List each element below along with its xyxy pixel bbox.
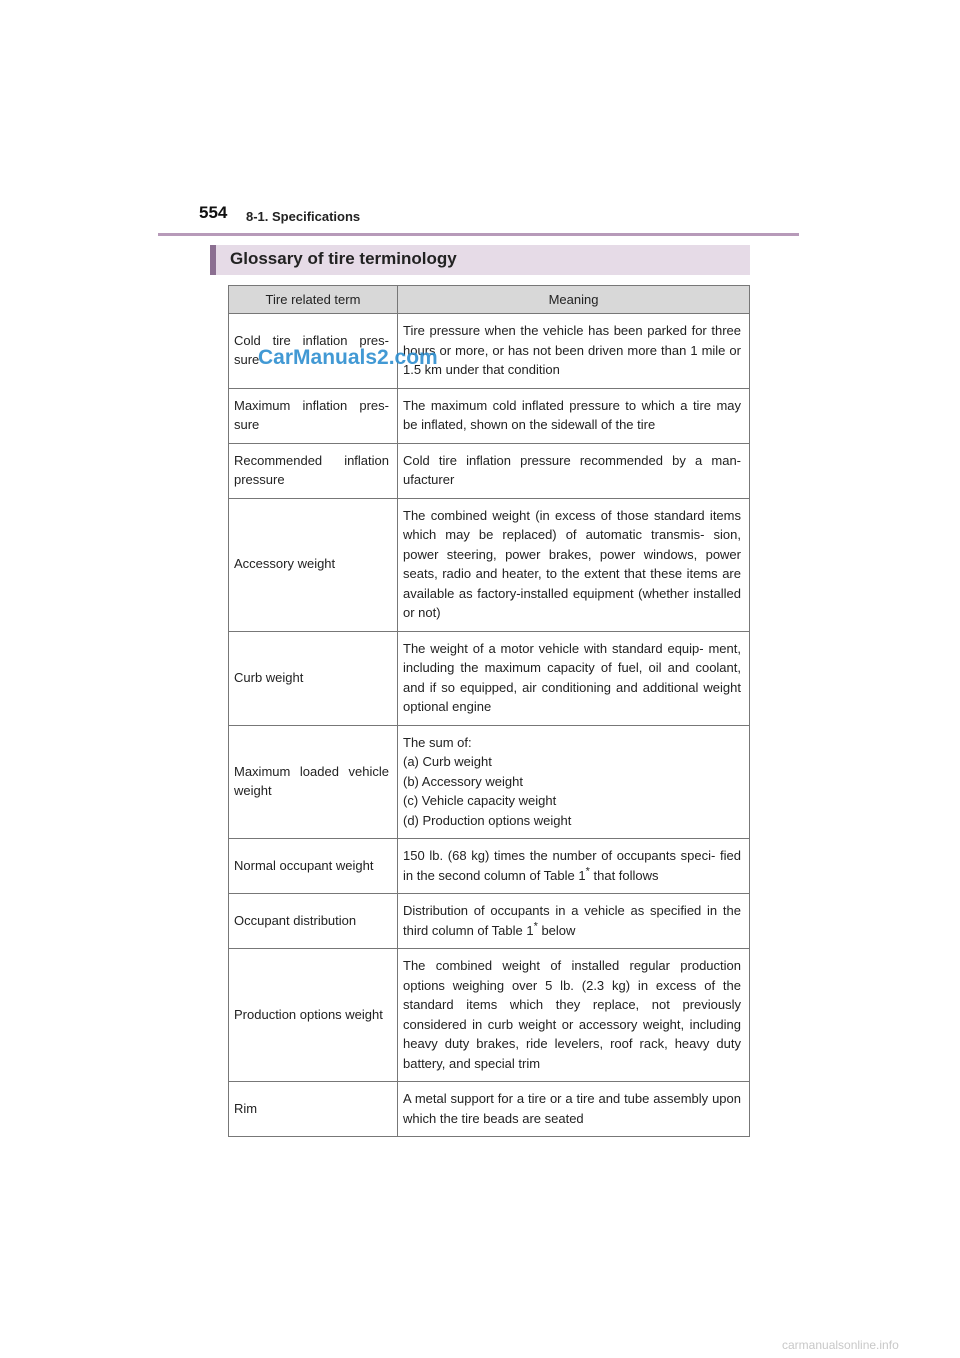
meaning-cell: [398, 839, 750, 894]
term-cell: Recommended inflation pressure: [229, 443, 398, 498]
footnote-asterisk: *: [533, 920, 538, 933]
watermark-text: CarManuals2.com: [258, 346, 438, 369]
meaning-cell: The weight of a motor vehicle with standard equip- ment, including the maximum capacity of fuel, oil and coolant, and if so equipped, air conditioning and additional weight optional engine: [398, 631, 750, 725]
table-row: [229, 725, 750, 839]
table-row: [229, 443, 750, 498]
meaning-line: (b) Accessory weight: [403, 773, 523, 789]
meaning-cell: [398, 894, 750, 949]
meaning-cell: The maximum cold inflated pressure to which a tire may be inflated, shown on the sidewall of the tire: [398, 388, 750, 443]
meaning-line: (c) Vehicle capacity weight: [403, 793, 557, 808]
meaning-text: Distribution of occupants in a vehicle as specified in the third column of Table 1: [403, 903, 741, 938]
term-cell: Maximum inflation pres- sure: [229, 388, 398, 443]
meaning-text: below: [537, 922, 576, 938]
meaning-cell: Cold tire inflation pressure recommended by a man- ufacturer: [398, 443, 750, 498]
table-row: [229, 949, 750, 1082]
footnote-asterisk: *: [585, 865, 590, 878]
column-header-meaning: Meaning: [398, 286, 750, 314]
term-cell: Occupant distribution: [229, 894, 398, 949]
meaning-line: The sum of:: [403, 734, 472, 750]
term-cell: Production options weight: [229, 949, 398, 1082]
meaning-cell: The combined weight (in excess of those standard items which may be replaced) of automatic transmis- sion, power steering, power brakes, power windows, power seats, radio and heater, to the extent that these items are available as factory-installed equipment (whether installed or not): [398, 498, 750, 631]
meaning-cell: The combined weight of installed regular production options weighing over 5 lb. (2.3 kg) in excess of the standard items which they replace, not previously considered in curb weight or accessory weight, including heavy duty brakes, ride levelers, roof rack, heavy duty battery, and special trim: [398, 949, 750, 1082]
table-row: [229, 839, 750, 894]
term-cell: Cold tire inflation pres- sure: [229, 314, 398, 389]
chapter-title: 8-1. Specifications: [246, 209, 361, 224]
column-header-term: Tire related term: [229, 286, 398, 314]
table-row: [229, 498, 750, 631]
term-cell: Normal occupant weight: [229, 839, 398, 894]
meaning-line: (a) Curb weight: [403, 754, 492, 769]
glossary-table: [228, 285, 750, 1137]
term-cell: Curb weight: [229, 631, 398, 725]
page-number: 554: [199, 203, 228, 222]
meaning-text: that follows: [589, 867, 659, 883]
meaning-cell: Tire pressure when the vehicle has been parked for three hours or more, or has not been driven more than 1 mile or 1.5 km under that condition: [398, 314, 750, 389]
meaning-line: (d) Production options weight: [403, 812, 572, 828]
term-cell: Rim: [229, 1082, 398, 1137]
table-row: [229, 631, 750, 725]
term-cell: Maximum loaded vehicle weight: [229, 725, 398, 839]
term-cell: Accessory weight: [229, 498, 398, 631]
table-row: [229, 388, 750, 443]
section-title: Glossary of tire terminology: [230, 249, 457, 268]
table-row: [229, 1082, 750, 1137]
table-header-row: [229, 286, 750, 314]
section-header: [210, 245, 750, 275]
table-row: [229, 894, 750, 949]
meaning-cell: A metal support for a tire or a tire and tube assembly upon which the tire beads are seated: [398, 1082, 750, 1137]
meaning-text: 150 lb. (68 kg) times the number of occupants speci- fied in the second column of Table 1: [403, 848, 741, 883]
header-rule: [158, 233, 799, 236]
footer-watermark: carmanualsonline.info: [782, 1338, 899, 1352]
meaning-cell: [398, 725, 750, 839]
